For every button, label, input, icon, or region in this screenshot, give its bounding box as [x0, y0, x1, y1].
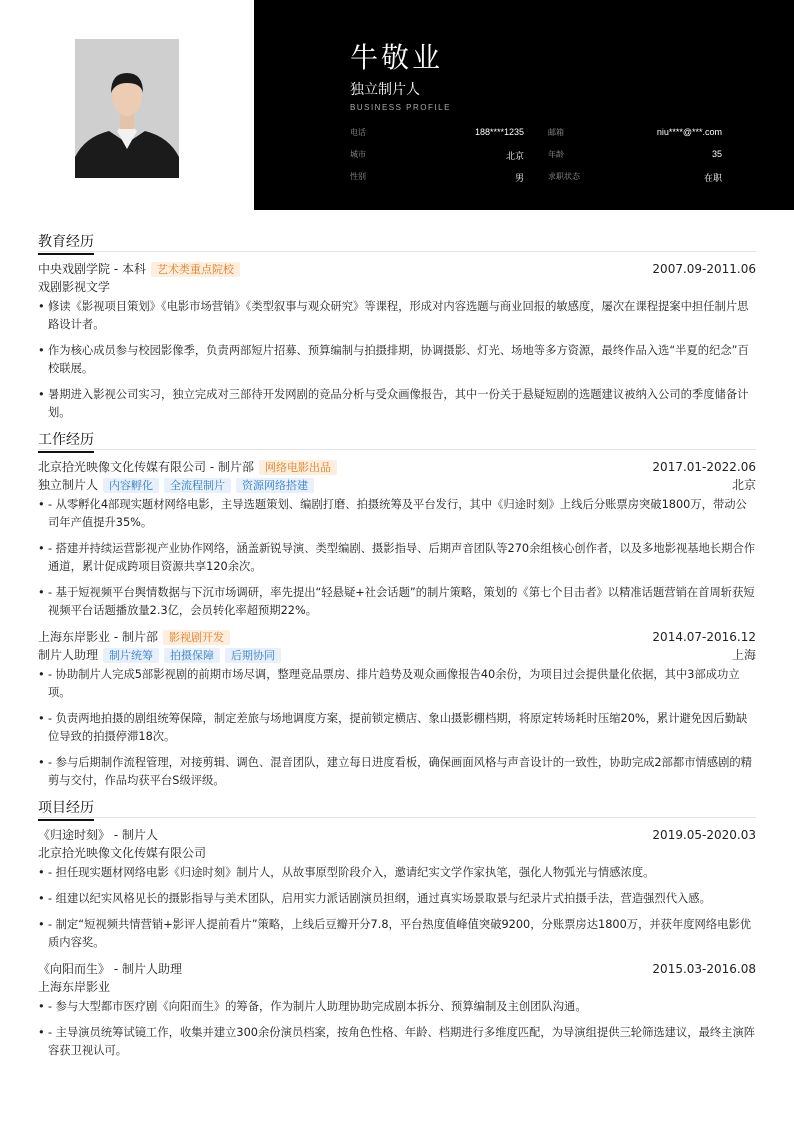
info-label: 求职状态 — [548, 172, 580, 181]
skill-tag: 全流程制片 — [164, 478, 231, 493]
section-title-projects: 项目经历 — [38, 798, 756, 818]
person-photo-icon — [75, 39, 179, 178]
info-label: 性别 — [350, 172, 366, 181]
info-label: 城市 — [350, 150, 366, 159]
header-panel — [254, 0, 794, 210]
info-age — [548, 149, 722, 161]
job-city: 北京 — [731, 478, 756, 492]
job-header — [38, 628, 756, 646]
education-date: 2007.09-2011.06 — [652, 262, 756, 276]
section-title-work: 工作经历 — [38, 430, 756, 450]
list-item: • - 基于短视频平台舆情数据与下沉市场调研，率先提出“轻悬疑+社会话题”的制片策略，策划的《第七个目击者》以精准话题营销在首周斩获短视频平台话题播放量2.3亿，会员转化率超预期22%。 — [38, 584, 756, 620]
list-item: • - 参与后期制作流程管理，对接剪辑、调色、混音团队，建立每日进度看板，确保画面风格与声音设计的一致性，协助完成2部都市情感剧的精剪与交付，作品均获平台S级评级。 — [38, 754, 756, 790]
project-name: 《向阳而生》 - 制片人助理 — [38, 962, 182, 976]
list-item: • - 制定“短视频共情营销+影评人提前看片”策略，上线后豆瓣开分7.8，平台热度值峰值突破9200，分账票房达1800万，并获年度网络电影优质内容奖。 — [38, 916, 756, 952]
job-header — [38, 458, 756, 476]
info-value: 188****1235 — [474, 127, 524, 137]
project-date: 2019.05-2020.03 — [652, 828, 756, 842]
skill-tag: 后期协同 — [225, 648, 281, 663]
skill-tag: 内容孵化 — [103, 478, 159, 493]
info-status — [548, 171, 722, 183]
list-item: • - 组建以纪实风格见长的摄影指导与美术团队，启用实力派话剧演员担纲，通过真实场景取景与纪录片式拍摄手法，营造强烈代入感。 — [38, 890, 756, 908]
info-value: 35 — [711, 149, 722, 159]
company-tag: 影视剧开发 — [163, 630, 230, 645]
info-phone — [350, 127, 524, 139]
list-item: • 修读《影视项目策划》《电影市场营销》《类型叙事与观众研究》等课程，形成对内容选题与商业回报的敏感度，屡次在课程提案中担任制片思路设计者。 — [38, 298, 756, 334]
education-major: 戏剧影视文学 — [38, 280, 111, 294]
section-title-education: 教育经历 — [38, 232, 756, 252]
list-item: • - 主导演员统筹试镜工作，收集并建立300余份演员档案，按角色性格、年龄、档期进行多维度匹配，为导演组提供三轮筛选建议，最终主演阵容获卫视认可。 — [38, 1024, 756, 1060]
project-bullets — [38, 864, 756, 952]
list-item: • - 负责两地拍摄的剧组统筹保障，制定差旅与场地调度方案，提前锁定横店、象山摄影棚档期，将原定转场耗时压缩20%，累计避免因后勤缺位导致的拍摄停滞18次。 — [38, 710, 756, 746]
job-position-row — [38, 476, 756, 494]
info-gender — [350, 171, 524, 183]
job-bullets — [38, 496, 756, 620]
job-bullets — [38, 666, 756, 790]
info-label: 年龄 — [548, 150, 564, 159]
school-name: 中央戏剧学院 - 本科 — [38, 262, 146, 276]
person-name: 牛敬业 — [350, 41, 444, 74]
project-bullets — [38, 998, 756, 1060]
list-item: • - 参与大型都市医疗剧《向阳而生》的筹备，作为制片人助理协助完成剧本拆分、预算编制及主创团队沟通。 — [38, 998, 756, 1016]
job-date: 2017.01-2022.06 — [652, 460, 756, 474]
info-label: 电话 — [350, 128, 366, 137]
skill-tag: 资源网络搭建 — [236, 478, 314, 493]
skill-tag: 拍摄保障 — [164, 648, 220, 663]
info-value: 在职 — [703, 173, 722, 183]
list-item: • - 从零孵化4部现实题材网络电影，主导选题策划、编剧打磨、拍摄统筹及平台发行，其中《归途时刻》上线后分账票房突破1800万，带动公司年产值提升35%。 — [38, 496, 756, 532]
job-position: 独立制片人 — [38, 478, 99, 492]
info-value: 北京 — [505, 151, 524, 161]
list-item: • - 协助制片人完成5部影视剧的前期市场尽调，整理竞品票房、排片趋势及观众画像报告40余份，为项目过会提供量化依据，其中3部成功立项。 — [38, 666, 756, 702]
list-item: • 作为核心成员参与校园影像季，负责两部短片招募、预算编制与拍摄排期，协调摄影、灯光、场地等多方资源，最终作品入选“半夏的纪念”百校联展。 — [38, 342, 756, 378]
person-role: 独立制片人 — [350, 82, 420, 98]
info-label: 邮箱 — [548, 128, 564, 137]
company-name: 北京拾光映像文化传媒有限公司 - 制片部 — [38, 460, 254, 474]
job-position: 制片人助理 — [38, 648, 99, 662]
skill-tag: 制片统筹 — [103, 648, 159, 663]
project-org: 北京拾光映像文化传媒有限公司 — [38, 846, 207, 860]
project-header — [38, 960, 756, 978]
project-header — [38, 826, 756, 844]
info-email — [548, 127, 722, 139]
job-position-row — [38, 646, 756, 664]
project-date: 2015.03-2016.08 — [652, 962, 756, 976]
list-item: • - 搭建并持续运营影视产业协作网络，涵盖新锐导演、类型编剧、摄影指导、后期声音团队等270余组核心创作者，以及多地影视基地长期合作通道，累计促成跨项目资源共享120余次。 — [38, 540, 756, 576]
info-value: niu****@***.com — [656, 127, 722, 137]
education-bullets — [38, 298, 756, 422]
profile-photo — [75, 39, 179, 178]
project-org: 上海东岸影业 — [38, 980, 111, 994]
profile-label: BUSINESS PROFILE — [350, 103, 451, 112]
resume-content — [38, 232, 756, 1068]
list-item: • 暑期进入影视公司实习，独立完成对三部待开发网剧的竞品分析与受众画像报告，其中一份关于悬疑短剧的选题建议被纳入公司的季度储备计划。 — [38, 386, 756, 422]
job-city: 上海 — [731, 648, 756, 662]
info-value: 男 — [514, 173, 524, 183]
school-tag: 艺术类重点院校 — [151, 262, 240, 277]
project-name: 《归途时刻》 - 制片人 — [38, 828, 158, 842]
job-date: 2014.07-2016.12 — [652, 630, 756, 644]
company-tag: 网络电影出品 — [259, 460, 337, 475]
education-header — [38, 260, 756, 278]
list-item: • - 担任现实题材网络电影《归途时刻》制片人，从故事原型阶段介入，邀请纪实文学作家执笔，强化人物弧光与情感浓度。 — [38, 864, 756, 882]
company-name: 上海东岸影业 - 制片部 — [38, 630, 158, 644]
info-city — [350, 149, 524, 161]
